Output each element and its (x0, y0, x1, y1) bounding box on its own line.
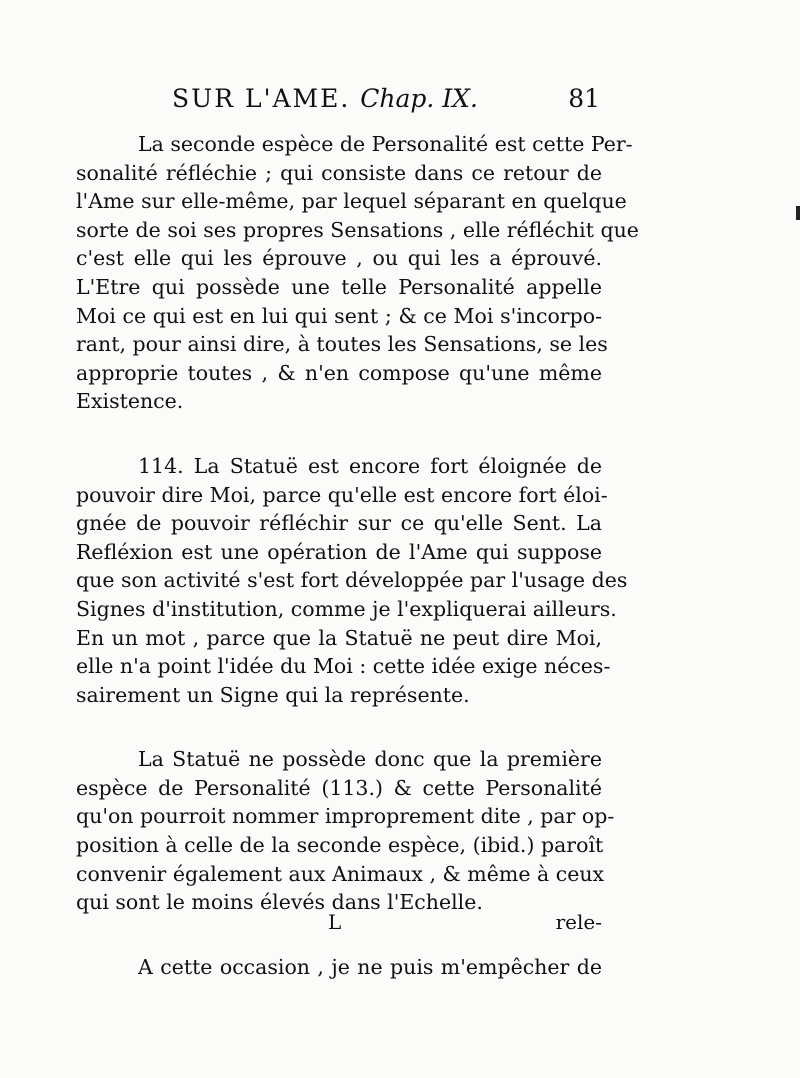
page-footer (76, 910, 602, 940)
text-line: c'est elle qui les éprouve , ou qui les a éprouvé. (76, 246, 602, 271)
catchword: rele- (555, 910, 602, 934)
text-line: rant, pour ainsi dire, à toutes les Sensations, se les (76, 332, 608, 357)
text-line: l'Ame sur elle-même, par lequel séparant en quelque (76, 189, 627, 214)
text-line: qui sont le moins élevés dans l'Echelle. (76, 890, 483, 915)
signature-mark: L (328, 910, 342, 934)
body-text (76, 130, 639, 981)
text-line: position à celle de la seconde espèce, (ibid.) paroît (76, 833, 604, 858)
chapter-label: Chap. IX. (360, 84, 478, 113)
paragraph-1 (76, 130, 639, 416)
text-line: Refléxion est une opération de l'Ame qui suppose (76, 539, 602, 564)
text-line: que son activité s'est fort développée par l'usage des (76, 568, 628, 593)
page-number: 81 (568, 84, 600, 113)
text-line: A cette occasion , je ne puis m'empêcher de (138, 954, 602, 979)
paragraph-spacer (76, 416, 602, 452)
paragraph-spacer (76, 709, 602, 745)
text-line: approprie toutes , & n'en compose qu'une même (76, 360, 602, 385)
running-title (172, 84, 478, 113)
running-title-text: SUR L'AME. (172, 84, 351, 113)
page-edge-mark (796, 206, 800, 220)
paragraph-2 (76, 452, 628, 709)
text-line: espèce de Personalité (113.) & cette Personalité (76, 775, 602, 800)
text-line: La Statuë ne possède donc que la première (138, 747, 602, 772)
text-line: sorte de soi ses propres Sensations , elle réfléchit que (76, 217, 639, 242)
text-line: sonalité réfléchie ; qui consiste dans ce retour de (76, 160, 602, 185)
text-line: En un mot , parce que la Statuë ne peut dire Moi, (76, 625, 602, 650)
text-line: Signes d'institution, comme je l'expliquerai ailleurs. (76, 596, 617, 621)
text-line: sairement un Signe qui la représente. (76, 682, 470, 707)
text-line: Existence. (76, 389, 184, 414)
paragraph-3 (76, 745, 615, 917)
text-line: pouvoir dire Moi, parce qu'elle est encore fort éloi- (76, 482, 608, 507)
text-line: La seconde espèce de Personalité est cette Per- (138, 132, 633, 156)
paragraph-4 (76, 953, 602, 982)
text-line: gnée de pouvoir réfléchir sur ce qu'elle Sent. La (76, 511, 602, 536)
text-line: 114. La Statuë est encore fort éloignée de (138, 453, 602, 478)
text-line: L'Etre qui possède une telle Personalité appelle (76, 274, 602, 299)
text-line: Moi ce qui est en lui qui sent ; & ce Moi s'incorpo- (76, 303, 602, 328)
text-line: elle n'a point l'idée du Moi : cette idée exige néces- (76, 654, 611, 679)
running-header (168, 84, 600, 118)
text-line: qu'on pourroit nommer improprement dite , par op- (76, 804, 615, 829)
text-line: convenir également aux Animaux , & même à ceux (76, 861, 605, 886)
